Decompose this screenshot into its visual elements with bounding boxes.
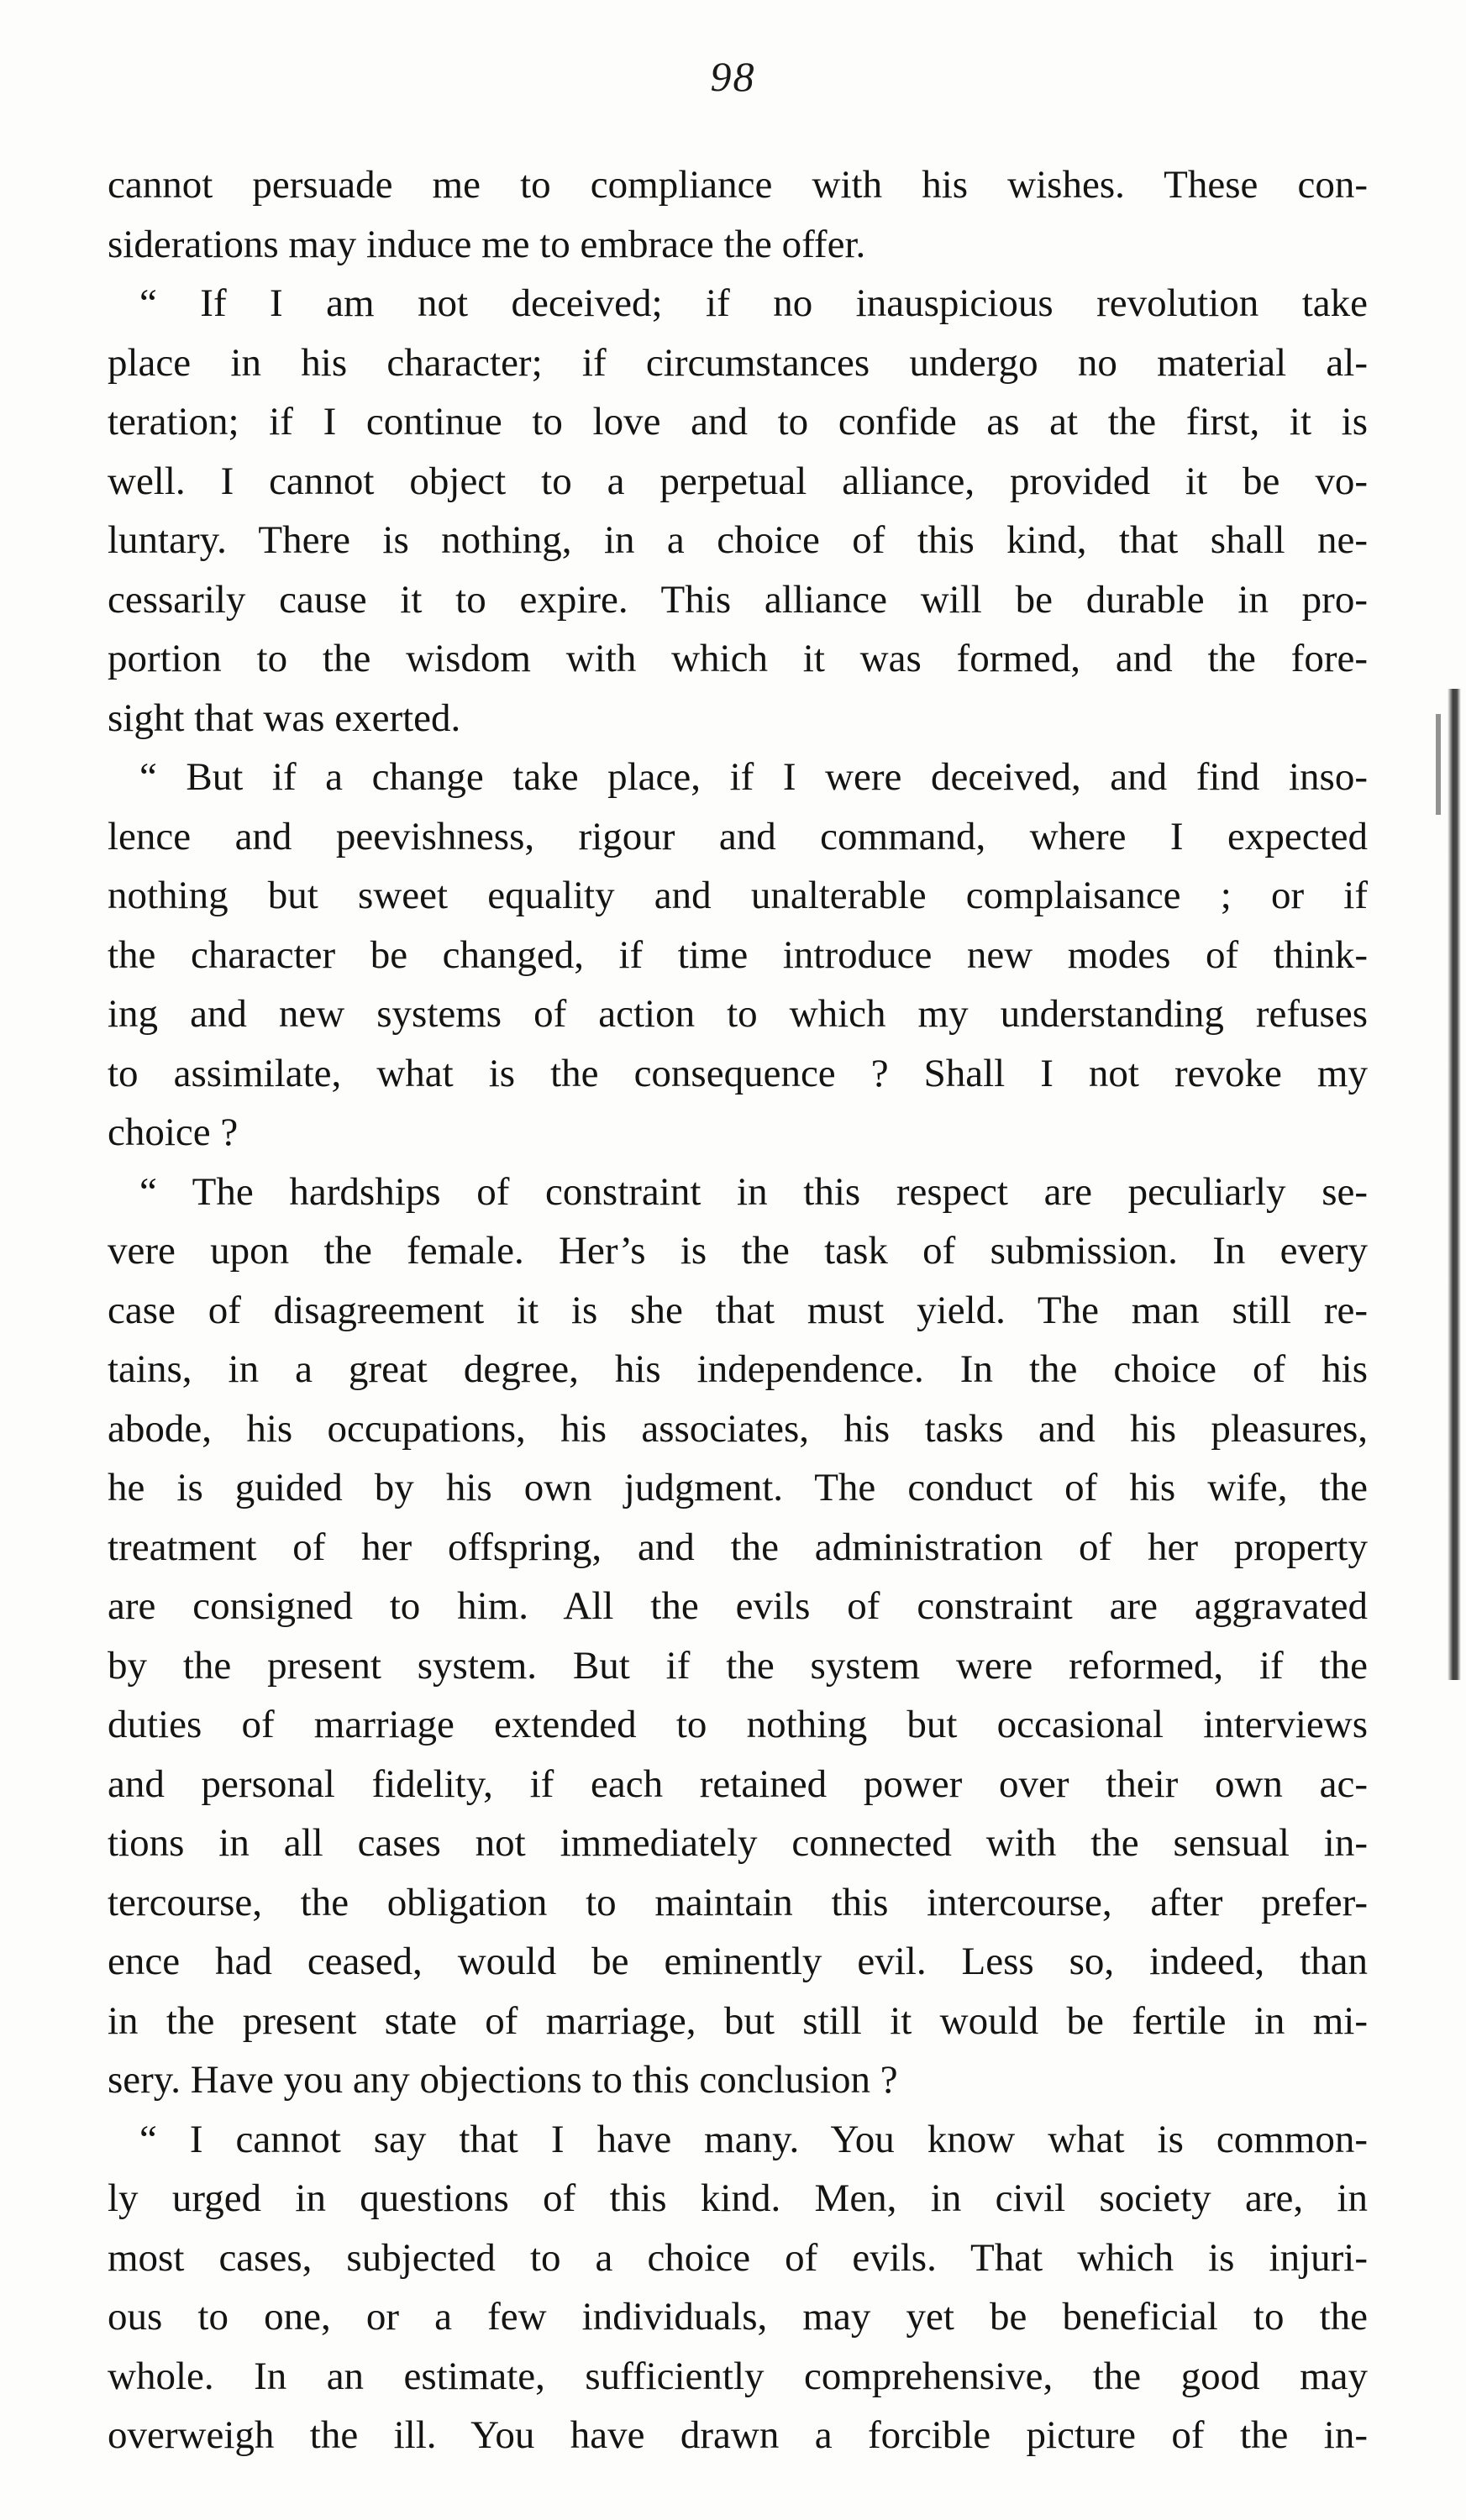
text-line: nothing but sweet equality and unalterable complaisance ; or if: [108, 874, 1368, 917]
text-line: sight that was exerted.: [108, 696, 461, 740]
text-line: to assimilate, what is the consequence ? Shall I not revoke my: [108, 1051, 1368, 1095]
text-line: “ But if a change take place, if I were deceived, and find inso-: [139, 755, 1368, 799]
text-line: sery. Have you any objections to this conclusion ?: [108, 2058, 898, 2102]
text-line: duties of marriage extended to nothing but occasional interviews: [108, 1703, 1368, 1746]
text-line: most cases, subjected to a choice of evils. That which is injuri-: [108, 2235, 1368, 2280]
text-line: ous to one, or a few individuals, may yet be beneficial to the: [108, 2295, 1368, 2339]
text-line: portion to the wisdom with which it was formed, and the fore-: [108, 637, 1368, 680]
text-line: teration; if I continue to love and to confide as at the first, it is: [108, 400, 1368, 444]
body-text: [108, 155, 1368, 2465]
text-line: abode, his occupations, his associates, his tasks and his pleasures,: [108, 1406, 1368, 1451]
page-binding-shadow: [1436, 714, 1441, 815]
text-line: in the present state of marriage, but still it would be fertile in mi-: [108, 1998, 1368, 2043]
text-line: ence had ceased, would be eminently evil. Less so, indeed, than: [108, 1940, 1368, 1983]
text-line: treatment of her offspring, and the administration of her property: [108, 1525, 1368, 1569]
text-line: tercourse, the obligation to maintain this intercourse, after prefer-: [108, 1880, 1368, 1924]
text-line: whole. In an estimate, sufficiently comprehensive, the good may: [108, 2354, 1368, 2398]
text-line: ly urged in questions of this kind. Men, in civil society are, in: [108, 2176, 1368, 2220]
text-line: tions in all cases not immediately connected with the sensual in-: [108, 1821, 1368, 1865]
text-line: cannot persuade me to compliance with his wishes. These con-: [108, 163, 1368, 207]
text-line: tains, in a great degree, his independence. In the choice of his: [108, 1347, 1368, 1391]
text-line: well. I cannot object to a perpetual alliance, provided it be vo-: [108, 459, 1368, 503]
text-line: the character be changed, if time introduce new modes of think-: [108, 932, 1368, 977]
text-line: siderations may induce me to embrace the offer.: [108, 222, 866, 266]
text-line: ing and new systems of action to which my understanding refuses: [108, 992, 1368, 1036]
text-line: and personal fidelity, if each retained power over their own ac-: [108, 1761, 1368, 1806]
text-line: place in his character; if circumstances undergo no material al-: [108, 340, 1368, 385]
text-line: lence and peevishness, rigour and command, where I expected: [108, 814, 1368, 858]
text-line: he is guided by his own judgment. The conduct of his wife, the: [108, 1466, 1368, 1509]
text-line: luntary. There is nothing, in a choice of this kind, that shall ne-: [108, 518, 1368, 562]
text-line: by the present system. But if the system were reformed, if the: [108, 1643, 1368, 1688]
text-line: “ I cannot say that I have many. You know what is common-: [139, 2117, 1368, 2161]
text-line: cessarily cause it to expire. This alliance will be durable in pro-: [108, 577, 1368, 622]
text-line: choice ?: [108, 1110, 239, 1154]
page-binding-edge: [1448, 689, 1461, 1680]
page-number: 98: [710, 53, 756, 100]
text-line: vere upon the female. Her’s is the task of submission. In every: [108, 1229, 1368, 1273]
text-line: “ The hardships of constraint in this respect are peculiarly se-: [139, 1169, 1368, 1214]
text-line: “ If I am not deceived; if no inauspicious revolution take: [139, 281, 1368, 325]
text-line: are consigned to him. All the evils of constraint are aggravated: [108, 1584, 1368, 1628]
text-line: case of disagreement it is she that must yield. The man still re-: [108, 1288, 1368, 1332]
text-line: overweigh the ill. You have drawn a forcible picture of the in-: [108, 2413, 1368, 2457]
